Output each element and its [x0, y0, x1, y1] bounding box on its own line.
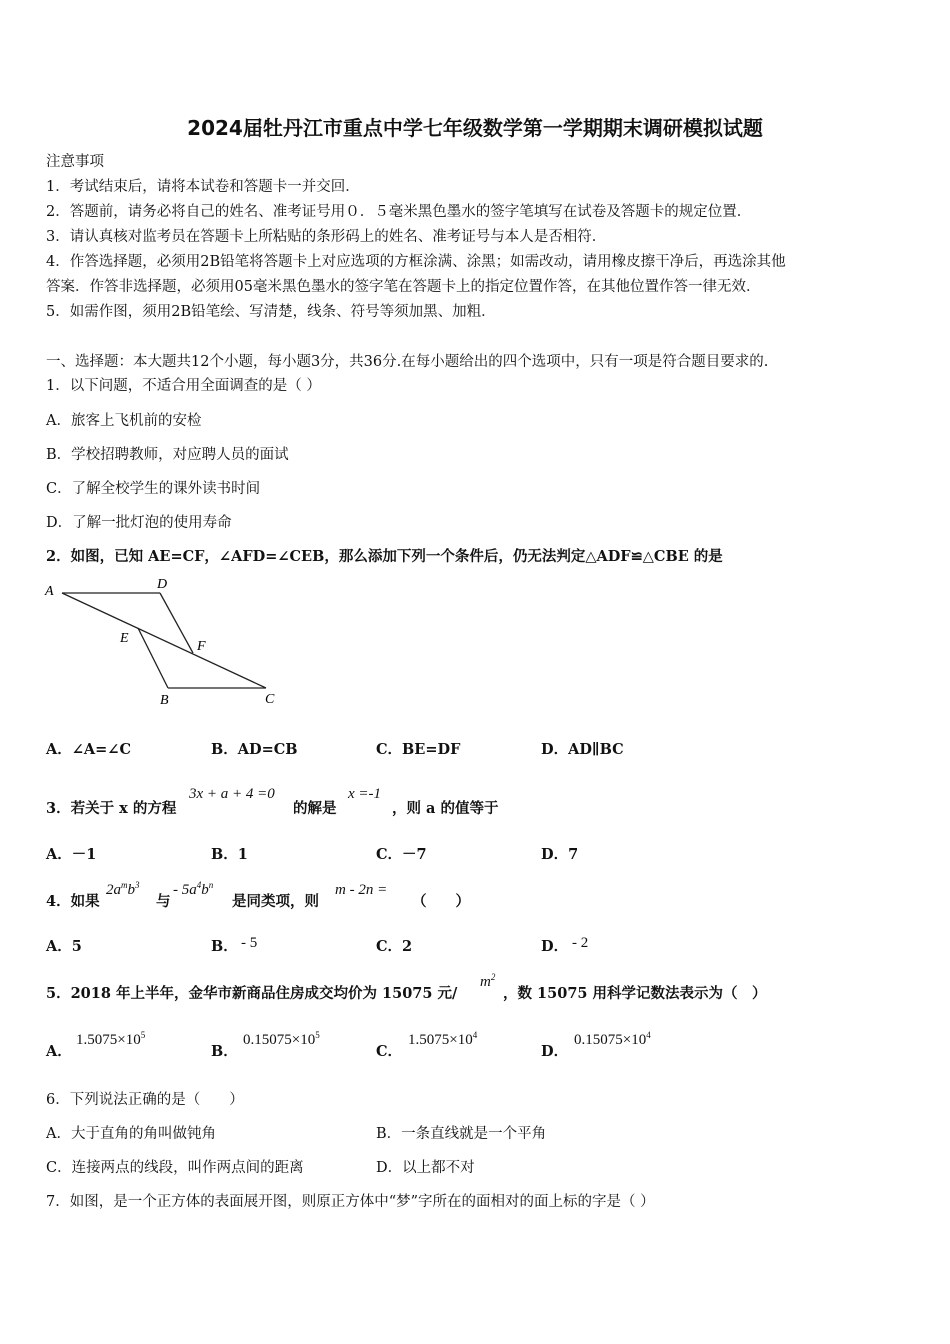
q1-option-d: D．了解一批灯泡的使用寿命 — [46, 515, 232, 531]
q5-option-d-value: $0.15075\times 10^4$ — [574, 1030, 651, 1048]
q1-option-c: C．了解全校学生的课外读书时间 — [46, 481, 261, 497]
question-2-stem: 2．如图，已知 AE=CF，∠AFD=∠CEB，那么添加下列一个条件后，仍无法判定△ADF≌△CBE 的是 — [46, 548, 723, 565]
q5-option-c: C． — [376, 1043, 403, 1060]
question-3-stem: 3．若关于 x 的方程 — [46, 800, 177, 817]
q4-term-1: $2a^mb^3$ — [106, 880, 140, 898]
q4-stem-part: 是同类项，则 — [232, 893, 319, 910]
q2-option-b: B．AD=CB — [211, 741, 298, 758]
q3-solution: x =-1 — [348, 786, 382, 802]
notice-item: 3．请认真核对监考员在答题卡上所粘贴的条形码上的姓名、准考证号与本人是否相符． — [46, 229, 607, 245]
label-f: F — [197, 639, 206, 654]
notice-item: 4．作答选择题，必须用2B铅笔将答题卡上对应选项的方框涂满、涂黑；如需改动，请用橡皮擦干净后，再选涂其他 — [46, 254, 786, 270]
q3-equation: 3x + a + 4 =0 — [189, 786, 275, 802]
q4-option-b-value: - 5 — [241, 935, 258, 951]
q2-figure — [40, 572, 290, 712]
q4-expression: m - 2n = — [335, 882, 388, 898]
question-6-stem: 6．下列说法正确的是（ ） — [46, 1092, 244, 1108]
q1-option-a: A．旅客上飞机前的安检 — [46, 413, 202, 429]
q5-option-c-value: $1.5075\times 10^4$ — [408, 1030, 478, 1048]
q3-stem-part: ，则 a 的值等于 — [392, 800, 499, 817]
q6-option-c: C．连接两点的线段，叫作两点间的距离 — [46, 1160, 304, 1176]
q4-stem-part: 与 — [156, 893, 171, 910]
q4-option-c: C．2 — [376, 938, 413, 955]
q5-unit: $m^2$ — [480, 972, 496, 990]
q4-option-d-value: - 2 — [572, 935, 589, 951]
segment-eb — [138, 628, 168, 688]
q5-option-b: B． — [211, 1043, 238, 1060]
q4-option-d: D． — [541, 938, 569, 955]
q5-option-a-value: $1.5075\times 10^5$ — [76, 1030, 146, 1048]
q3-option-c: C．－7 — [376, 846, 427, 863]
q1-option-b: B．学校招聘教师，对应聘人员的面试 — [46, 447, 289, 463]
q5-option-a: A． — [46, 1043, 72, 1060]
q5-option-d: D． — [541, 1043, 569, 1060]
q5-stem-part: ，数 15075 用科学记数法表示为（ ） — [503, 985, 767, 1002]
notice-item: 1．考试结束后，请将本试卷和答题卡一并交回． — [46, 179, 360, 195]
q4-option-a: A．5 — [46, 938, 82, 955]
section-heading: 一、选择题：本大题共12个小题，每小题3分，共36分.在每小题给出的四个选项中，只有一项是符合题目要求的. — [46, 354, 769, 370]
notice-item: 答案．作答非选择题，必须用05毫米黑色墨水的签字笔在答题卡上的指定位置作答，在其他位置作答一律无效． — [46, 279, 761, 295]
page-title: 2024届牡丹江市重点中学七年级数学第一学期期末调研模拟试题 — [187, 116, 763, 140]
notice-heading: 注意事项 — [46, 154, 104, 170]
segment-df — [160, 593, 193, 653]
segment-ac — [62, 593, 266, 688]
label-a: A — [45, 584, 54, 599]
q3-stem-part: 的解是 — [293, 800, 337, 817]
q4-blank: （ ） — [412, 893, 470, 910]
label-b: B — [160, 693, 169, 708]
q6-option-d: D．以上都不对 — [376, 1160, 475, 1176]
label-e: E — [120, 631, 129, 646]
q3-option-b: B．1 — [211, 846, 248, 863]
label-c: C — [265, 692, 275, 707]
q5-option-b-value: $0.15075\times 10^5$ — [243, 1030, 320, 1048]
q6-option-b: B．一条直线就是一个平角 — [376, 1126, 547, 1142]
q4-option-b: B． — [211, 938, 238, 955]
q4-term-2: - $5a^4b^n$ — [173, 880, 214, 898]
q3-option-d: D．7 — [541, 846, 579, 863]
question-1-stem: 1．以下问题，不适合用全面调查的是（ ） — [46, 378, 321, 394]
q2-option-d: D．AD∥BC — [541, 741, 624, 758]
q2-option-a: A．∠A=∠C — [46, 741, 131, 758]
label-d: D — [157, 577, 168, 592]
q6-option-a: A．大于直角的角叫做钝角 — [46, 1126, 216, 1142]
notice-item: 5．如需作图，须用2B铅笔绘、写清楚，线条、符号等须加黑、加粗． — [46, 304, 496, 320]
question-4-stem: 4．如果 — [46, 893, 100, 910]
question-5-stem: 5．2018 年上半年，金华市新商品住房成交均价为 15075 元/ — [46, 985, 458, 1002]
notice-item: 2．答题前，请务必将自己的姓名、准考证号用０．５毫米黑色墨水的签字笔填写在试卷及答题卡的规定位置． — [46, 204, 752, 220]
question-7-stem: 7．如图，是一个正方体的表面展开图，则原正方体中“梦”字所在的面相对的面上标的字是（ ） — [46, 1194, 655, 1210]
q3-option-a: A．－1 — [46, 846, 97, 863]
q2-option-c: C．BE=DF — [376, 741, 461, 758]
